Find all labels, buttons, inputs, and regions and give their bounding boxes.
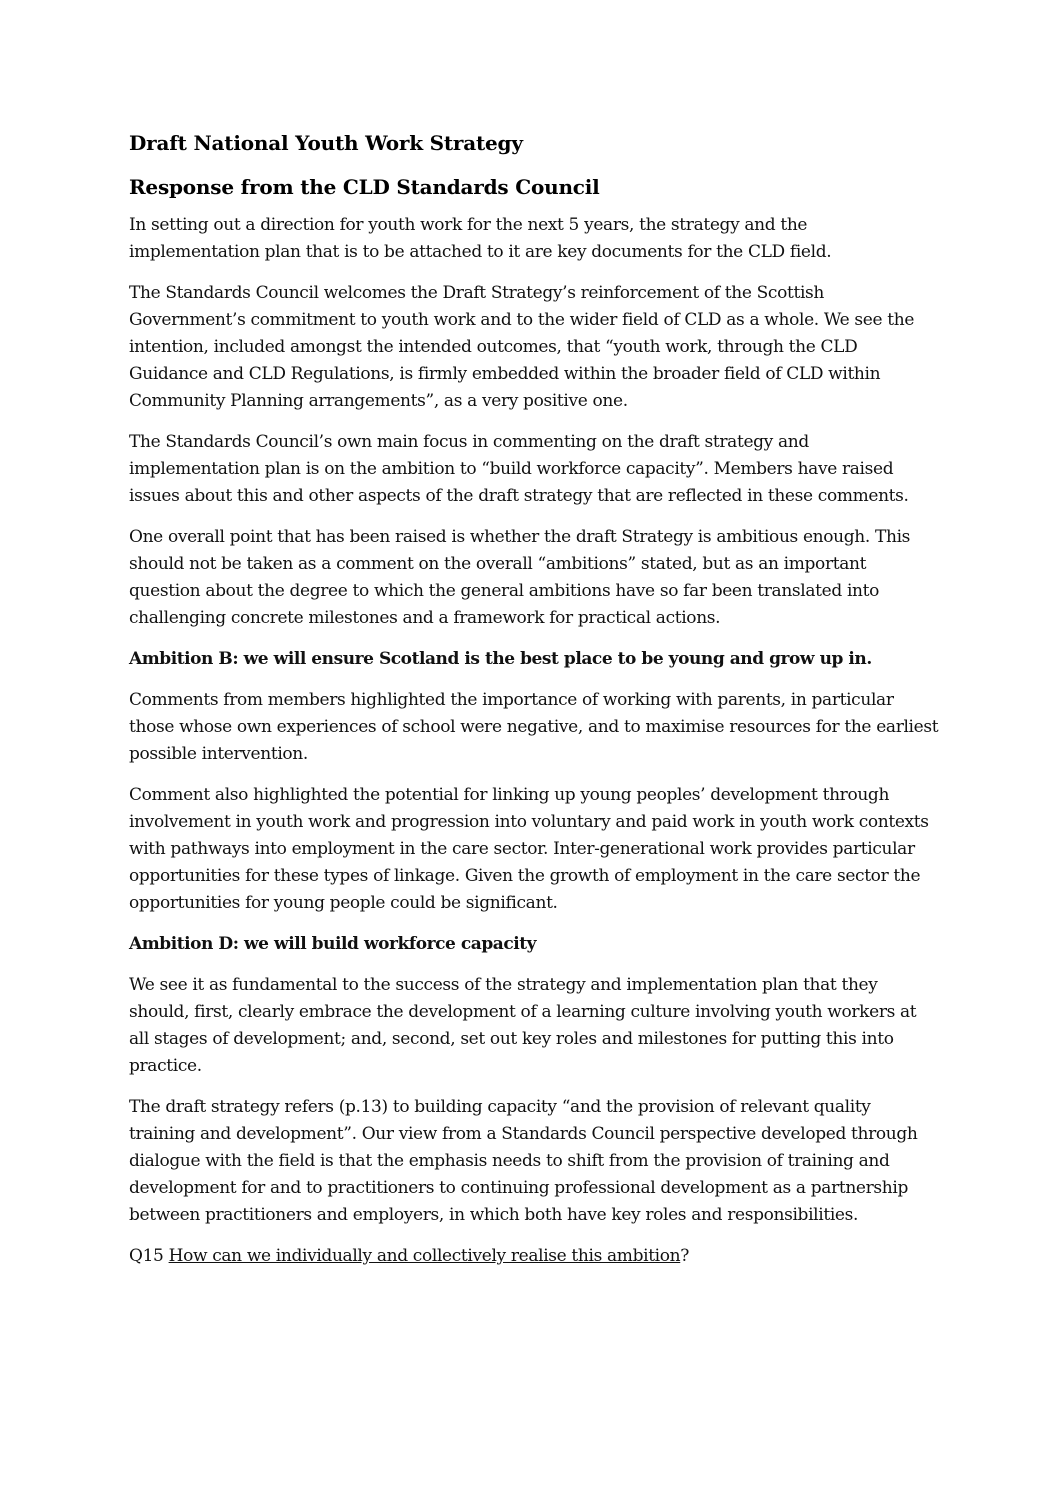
document-title: Draft National Youth Work Strategy: [129, 131, 523, 155]
ambition-b-heading: Ambition B: we will ensure Scotland is the best place to be young and grow up in.: [129, 649, 872, 669]
document-page: [129, 128, 939, 1284]
document-subtitle: Response from the CLD Standards Council: [129, 175, 600, 199]
ambition-b-paragraph-1: Comments from members highlighted the importance of working with parents, in particular those whose own experiences of school were negative, and to maximise resources for the earliest possible intervention.: [129, 690, 939, 764]
ambition-b-paragraph-2: Comment also highlighted the potential for linking up young peoples’ development through involvement in youth work and progression into voluntary and paid work in youth work contexts with pathways into employment in the care sector. Inter-generational work provides particular opportunities for these types of linkage. Given the growth of employment in the care sector the opportunities for young people could be significant.: [129, 785, 929, 913]
question-number: Q15: [129, 1246, 164, 1266]
intro-paragraph-1: In setting out a direction for youth work for the next 5 years, the strategy and the implementation plan that is to be attached to it are key documents for the CLD field.: [129, 215, 832, 262]
question-suffix: ?: [680, 1246, 690, 1266]
question-text: How can we individually and collectively realise this ambition: [168, 1246, 681, 1266]
question-q15: [129, 1243, 939, 1270]
intro-paragraph-4: One overall point that has been raised is whether the draft Strategy is ambitious enough. This should not be taken as a comment on the overall “ambitions” stated, but as an important question about the degree to which the general ambitions have so far been translated into challenging concrete milestones and a framework for practical actions.: [129, 527, 911, 628]
ambition-d-paragraph-1: We see it as fundamental to the success of the strategy and implementation plan that they should, first, clearly embrace the development of a learning culture involving youth workers at all stages of development; and, second, set out key roles and milestones for putting this into practice.: [129, 975, 917, 1076]
intro-paragraph-2: The Standards Council welcomes the Draft Strategy’s reinforcement of the Scottish Government’s commitment to youth work and to the wider field of CLD as a whole. We see the intention, included amongst the intended outcomes, that “youth work, through the CLD Guidance and CLD Regulations, is firmly embedded within the broader field of CLD within Community Planning arrangements”, as a very positive one.: [129, 283, 915, 411]
intro-paragraph-3: The Standards Council’s own main focus in commenting on the draft strategy and implementation plan is on the ambition to “build workforce capacity”. Members have raised issues about this and other aspects of the draft strategy that are reflected in these comments.: [129, 432, 909, 506]
ambition-d-paragraph-2: The draft strategy refers (p.13) to building capacity “and the provision of relevant quality training and development”. Our view from a Standards Council perspective developed through dialogue with the field is that the emphasis needs to shift from the provision of training and development for and to practitioners to continuing professional development as a partnership between practitioners and employers, in which both have key roles and responsibilities.: [129, 1097, 918, 1225]
ambition-d-heading: Ambition D: we will build workforce capacity: [129, 934, 537, 954]
